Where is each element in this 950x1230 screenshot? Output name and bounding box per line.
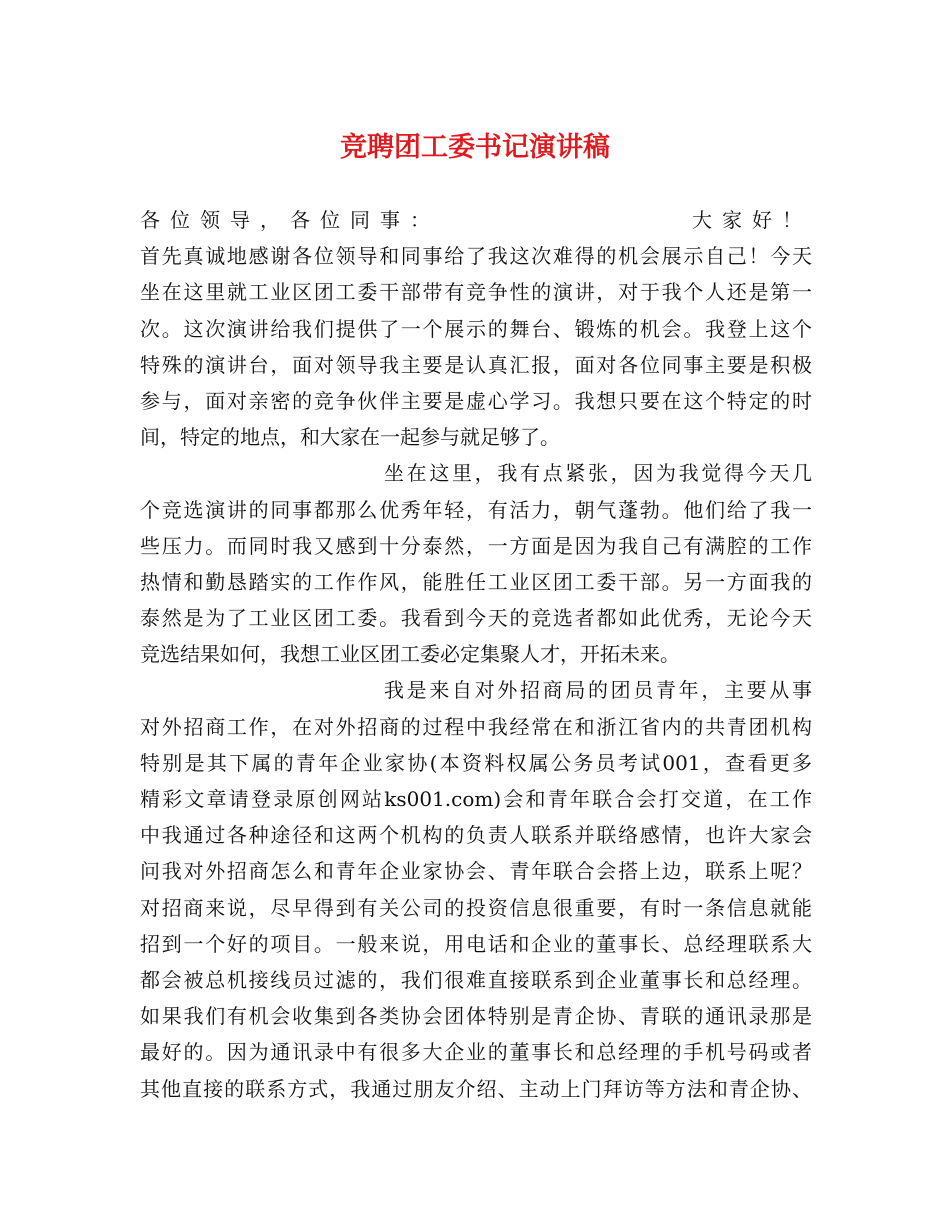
paragraph-line: 特别是其下属的青年企业家协(本资料权属公务员考试001，查看更多 — [140, 750, 812, 775]
paragraph-line: 热情和勤恳踏实的工作作风，能胜任工业区团工委干部。另一方面我的 — [140, 569, 812, 594]
paragraph-line: 精彩文章请登录原创网站ks001.com)会和青年联合会打交道，在工作 — [140, 787, 812, 811]
paragraph-line: 其他直接的联系方式，我通过朋友介绍、主动上门拜访等方法和青企协、 — [140, 1076, 812, 1101]
paragraph-line: 对招商来说，尽早得到有关公司的投资信息很重要，有时一条信息就能 — [140, 895, 812, 920]
greeting-left: 各位领导，各位同事： — [140, 208, 440, 232]
greeting-line — [140, 202, 812, 238]
paragraph-line: 招到一个好的项目。一般来说，用电话和企业的董事长、总经理联系大 — [140, 931, 812, 956]
paragraph-line: 中我通过各种途径和这两个机构的负责人联系并联络感情，也许大家会 — [140, 823, 812, 848]
paragraph-line: 最好的。因为通讯录中有很多大企业的董事长和总经理的手机号码或者 — [140, 1040, 812, 1065]
document-body — [140, 202, 812, 1107]
paragraph-line: 间，特定的地点，和大家在一起参与就足够了。 — [140, 425, 560, 450]
greeting-right: 大家好！ — [692, 208, 812, 232]
paragraph-line: 如果我们有机会收集到各类协会团体特别是青企协、青联的通讯录那是 — [140, 1004, 812, 1029]
paragraph-line: 我是来自对外招商局的团员青年，主要从事 — [384, 678, 812, 703]
paragraph-line: 首先真诚地感谢各位领导和同事给了我这次难得的机会展示自己！今天 — [140, 244, 812, 269]
document-title: 竞聘团工委书记演讲稿 — [340, 132, 610, 163]
paragraph-line: 都会被总机接线员过滤的，我们很难直接联系到企业董事长和总经理。 — [140, 967, 812, 992]
paragraph-line: 参与，面对亲密的竞争伙伴主要是虚心学习。我想只要在这个特定的时 — [140, 388, 812, 413]
paragraph-line: 特殊的演讲台，面对领导我主要是认真汇报，面对各位同事主要是积极 — [140, 352, 812, 377]
paragraph-line: 坐在这里就工业区团工委干部带有竞争性的演讲，对于我个人还是第一 — [140, 280, 812, 305]
paragraph-line: 次。这次演讲给我们提供了一个展示的舞台、锻炼的机会。我登上这个 — [140, 316, 812, 341]
paragraph-line: 泰然是为了工业区团工委。我看到今天的竞选者都如此优秀，无论今天 — [140, 606, 812, 631]
paragraph-line: 些压力。而同时我又感到十分泰然，一方面是因为我自己有满腔的工作 — [140, 533, 812, 558]
paragraph-line: 竞选结果如何，我想工业区团工委必定集聚人才，开拓未来。 — [140, 642, 680, 667]
paragraph-line: 坐在这里，我有点紧张，因为我觉得今天几 — [384, 461, 812, 486]
paragraph-line: 个竞选演讲的同事都那么优秀年轻，有活力，朝气蓬勃。他们给了我一 — [140, 497, 812, 522]
paragraph-line: 问我对外招商怎么和青年企业家协会、青年联合会搭上边，联系上呢？ — [140, 859, 812, 884]
paragraph-line: 对外招商工作，在对外招商的过程中我经常在和浙江省内的共青团机构 — [140, 714, 812, 739]
